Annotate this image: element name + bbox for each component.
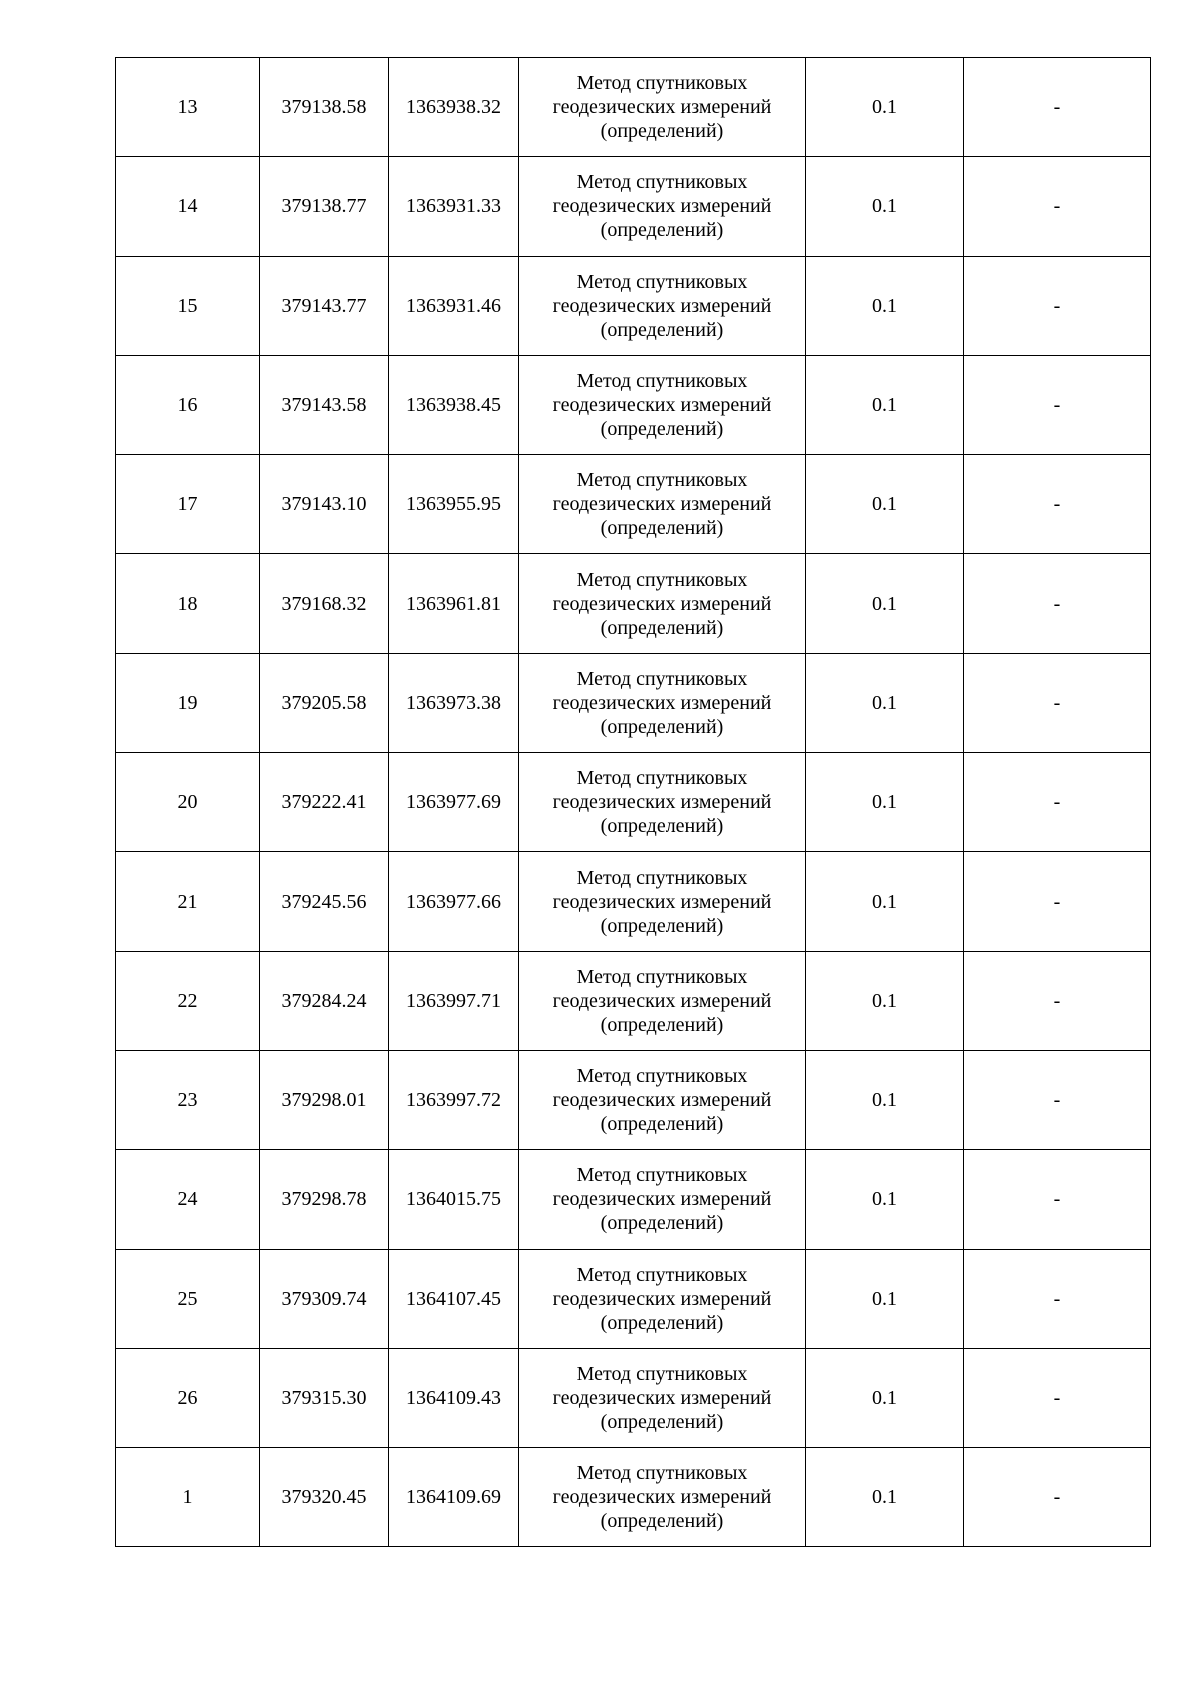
method-cell: [519, 455, 806, 554]
accuracy-cell: 0.1: [806, 951, 964, 1050]
method-line: Метод спутниковых: [576, 270, 748, 293]
method-line: геодезических измерений: [552, 493, 772, 516]
accuracy-cell: 0.1: [806, 1448, 964, 1547]
method-cell: [519, 1448, 806, 1547]
table-row: [116, 58, 1151, 157]
coordinates-table: [115, 57, 1151, 1547]
method-cell: [519, 355, 806, 454]
x-coordinate-cell: 379138.77: [260, 157, 389, 256]
x-coordinate-cell: 379320.45: [260, 1448, 389, 1547]
method-cell: [519, 852, 806, 951]
table-row: [116, 1448, 1151, 1547]
point-number-cell: 21: [116, 852, 260, 951]
accuracy-cell: 0.1: [806, 1348, 964, 1447]
accuracy-cell: 0.1: [806, 1249, 964, 1348]
table-row: [116, 256, 1151, 355]
accuracy-cell: 0.1: [806, 653, 964, 752]
method-line: Метод спутниковых: [576, 767, 748, 790]
method-line: геодезических измерений: [552, 1287, 772, 1310]
description-cell: -: [964, 753, 1151, 852]
method-line: Метод спутниковых: [576, 171, 748, 194]
method-line: (определений): [600, 1113, 724, 1136]
method-line: (определений): [600, 815, 724, 838]
method-line: геодезических измерений: [552, 791, 772, 814]
table-row: [116, 157, 1151, 256]
y-coordinate-cell: 1364109.69: [389, 1448, 519, 1547]
point-number-cell: 17: [116, 455, 260, 554]
method-cell: [519, 753, 806, 852]
y-coordinate-cell: 1364109.43: [389, 1348, 519, 1447]
point-number-cell: 26: [116, 1348, 260, 1447]
table-row: [116, 1050, 1151, 1149]
method-line: Метод спутниковых: [576, 1263, 748, 1286]
y-coordinate-cell: 1363931.46: [389, 256, 519, 355]
method-cell: [519, 1050, 806, 1149]
method-line: геодезических измерений: [552, 394, 772, 417]
y-coordinate-cell: 1364107.45: [389, 1249, 519, 1348]
point-number-cell: 19: [116, 653, 260, 752]
description-cell: -: [964, 852, 1151, 951]
method-line: (определений): [600, 418, 724, 441]
description-cell: -: [964, 1249, 1151, 1348]
point-number-cell: 18: [116, 554, 260, 653]
method-line: (определений): [600, 715, 724, 738]
method-cell: [519, 1249, 806, 1348]
y-coordinate-cell: 1363955.95: [389, 455, 519, 554]
y-coordinate-cell: 1363977.66: [389, 852, 519, 951]
accuracy-cell: 0.1: [806, 852, 964, 951]
point-number-cell: 1: [116, 1448, 260, 1547]
method-line: геодезических измерений: [552, 592, 772, 615]
x-coordinate-cell: 379284.24: [260, 951, 389, 1050]
accuracy-cell: 0.1: [806, 1050, 964, 1149]
accuracy-cell: 0.1: [806, 256, 964, 355]
method-line: геодезических измерений: [552, 1188, 772, 1211]
method-line: (определений): [600, 1510, 724, 1533]
y-coordinate-cell: 1363938.45: [389, 355, 519, 454]
method-line: Метод спутниковых: [576, 1462, 748, 1485]
point-number-cell: 22: [116, 951, 260, 1050]
x-coordinate-cell: 379298.78: [260, 1150, 389, 1249]
y-coordinate-cell: 1363961.81: [389, 554, 519, 653]
table-row: [116, 753, 1151, 852]
method-line: геодезических измерений: [552, 195, 772, 218]
method-line: Метод спутниковых: [576, 370, 748, 393]
y-coordinate-cell: 1363938.32: [389, 58, 519, 157]
method-cell: [519, 58, 806, 157]
point-number-cell: 15: [116, 256, 260, 355]
method-line: геодезических измерений: [552, 1089, 772, 1112]
description-cell: -: [964, 1448, 1151, 1547]
y-coordinate-cell: 1363997.72: [389, 1050, 519, 1149]
method-line: геодезических измерений: [552, 890, 772, 913]
method-line: (определений): [600, 1013, 724, 1036]
table-row: [116, 355, 1151, 454]
method-cell: [519, 554, 806, 653]
method-line: Метод спутниковых: [576, 965, 748, 988]
y-coordinate-cell: 1363931.33: [389, 157, 519, 256]
method-line: (определений): [600, 616, 724, 639]
method-line: Метод спутниковых: [576, 469, 748, 492]
description-cell: -: [964, 455, 1151, 554]
table-body: [116, 58, 1151, 1547]
point-number-cell: 23: [116, 1050, 260, 1149]
method-line: Метод спутниковых: [576, 72, 748, 95]
method-line: геодезических измерений: [552, 691, 772, 714]
method-cell: [519, 951, 806, 1050]
method-line: (определений): [600, 914, 724, 937]
method-line: геодезических измерений: [552, 96, 772, 119]
method-line: Метод спутниковых: [576, 866, 748, 889]
description-cell: -: [964, 157, 1151, 256]
x-coordinate-cell: 379138.58: [260, 58, 389, 157]
point-number-cell: 14: [116, 157, 260, 256]
table-row: [116, 951, 1151, 1050]
method-cell: [519, 256, 806, 355]
description-cell: -: [964, 256, 1151, 355]
method-line: Метод спутниковых: [576, 1065, 748, 1088]
table-row: [116, 455, 1151, 554]
method-line: (определений): [600, 120, 724, 143]
description-cell: -: [964, 1050, 1151, 1149]
x-coordinate-cell: 379143.10: [260, 455, 389, 554]
x-coordinate-cell: 379298.01: [260, 1050, 389, 1149]
method-line: Метод спутниковых: [576, 1164, 748, 1187]
accuracy-cell: 0.1: [806, 554, 964, 653]
description-cell: -: [964, 58, 1151, 157]
table-row: [116, 852, 1151, 951]
y-coordinate-cell: 1363997.71: [389, 951, 519, 1050]
accuracy-cell: 0.1: [806, 1150, 964, 1249]
point-number-cell: 13: [116, 58, 260, 157]
method-line: (определений): [600, 318, 724, 341]
method-line: (определений): [600, 1212, 724, 1235]
description-cell: -: [964, 951, 1151, 1050]
description-cell: -: [964, 653, 1151, 752]
accuracy-cell: 0.1: [806, 58, 964, 157]
table-row: [116, 1249, 1151, 1348]
point-number-cell: 24: [116, 1150, 260, 1249]
method-line: геодезических измерений: [552, 989, 772, 1012]
y-coordinate-cell: 1364015.75: [389, 1150, 519, 1249]
accuracy-cell: 0.1: [806, 753, 964, 852]
method-cell: [519, 157, 806, 256]
table-row: [116, 653, 1151, 752]
accuracy-cell: 0.1: [806, 157, 964, 256]
method-line: геодезических измерений: [552, 294, 772, 317]
method-line: (определений): [600, 1411, 724, 1433]
x-coordinate-cell: 379222.41: [260, 753, 389, 852]
method-line: (определений): [600, 219, 724, 242]
description-cell: -: [964, 1150, 1151, 1249]
method-cell: [519, 1150, 806, 1249]
x-coordinate-cell: 379143.58: [260, 355, 389, 454]
y-coordinate-cell: 1363977.69: [389, 753, 519, 852]
table-row: [116, 554, 1151, 653]
description-cell: -: [964, 355, 1151, 454]
point-number-cell: 20: [116, 753, 260, 852]
x-coordinate-cell: 379205.58: [260, 653, 389, 752]
x-coordinate-cell: 379245.56: [260, 852, 389, 951]
accuracy-cell: 0.1: [806, 455, 964, 554]
table-row: [116, 1348, 1151, 1447]
description-cell: -: [964, 554, 1151, 653]
method-line: Метод спутниковых: [576, 667, 748, 690]
x-coordinate-cell: 379143.77: [260, 256, 389, 355]
method-line: геодезических измерений: [552, 1486, 772, 1509]
accuracy-cell: 0.1: [806, 355, 964, 454]
point-number-cell: 16: [116, 355, 260, 454]
method-cell: [519, 653, 806, 752]
y-coordinate-cell: 1363973.38: [389, 653, 519, 752]
description-cell: -: [964, 1348, 1151, 1447]
method-cell: [519, 1348, 806, 1447]
point-number-cell: 25: [116, 1249, 260, 1348]
method-line: геодезических измерений: [552, 1387, 772, 1409]
method-line: Метод спутниковых: [576, 568, 748, 591]
table-row: [116, 1150, 1151, 1249]
x-coordinate-cell: 379309.74: [260, 1249, 389, 1348]
method-line: (определений): [600, 1311, 724, 1334]
method-line: Метод спутниковых: [576, 1363, 748, 1385]
x-coordinate-cell: 379315.30: [260, 1348, 389, 1447]
x-coordinate-cell: 379168.32: [260, 554, 389, 653]
method-line: (определений): [600, 517, 724, 540]
